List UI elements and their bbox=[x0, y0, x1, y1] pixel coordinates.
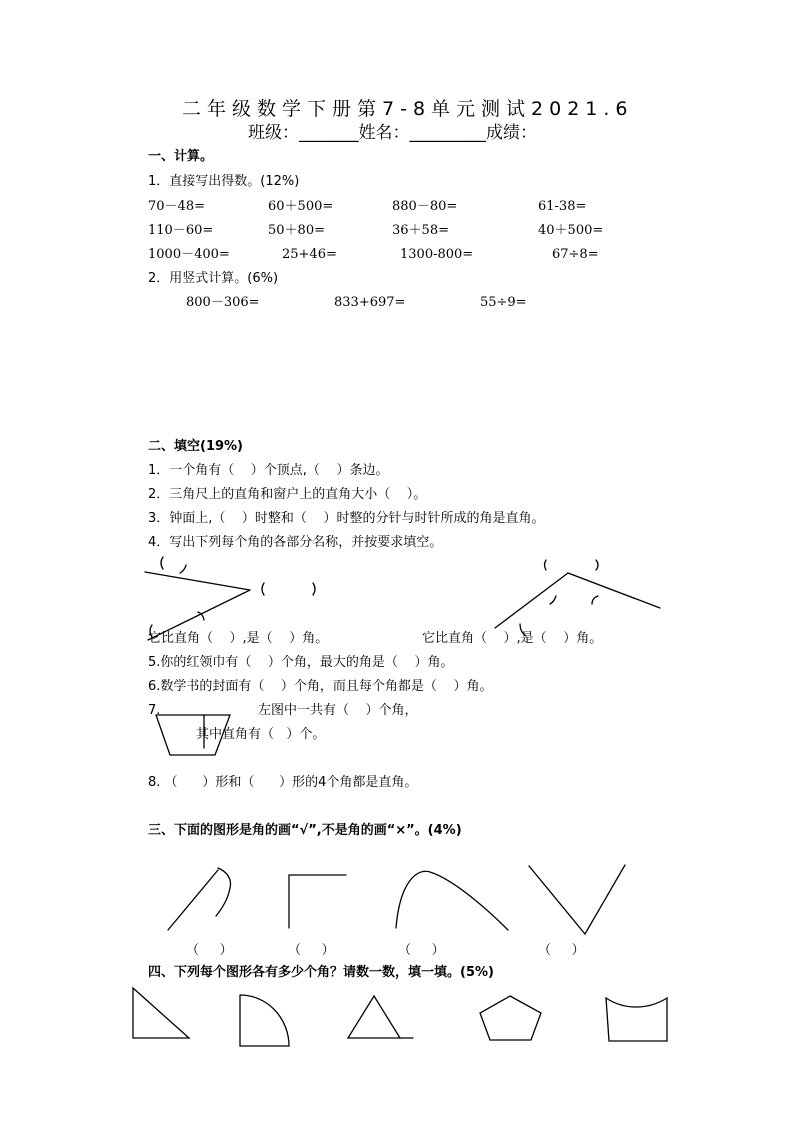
section1-q1-label: 1．直接写出得数。(12%) bbox=[148, 174, 300, 189]
obtuse-angle-figure bbox=[495, 560, 660, 636]
fill-question-8: 8. （ ）形和（ ）形的4个角都是直角。 bbox=[148, 775, 418, 790]
fill-question-5: 5.你的红领巾有（ ）个角，最大的角是（ ）角。 bbox=[148, 655, 454, 670]
calc-item: 60＋500= bbox=[268, 199, 334, 214]
vertical-calc-item: 55÷9= bbox=[480, 295, 527, 310]
calc-item: 70－48= bbox=[148, 199, 205, 214]
v-angle-figure bbox=[529, 865, 625, 934]
curve-and-line-figure bbox=[168, 868, 231, 930]
section1-q2-label: 2．用竖式计算。(6%) bbox=[148, 271, 279, 286]
right-angle-figure bbox=[289, 875, 346, 928]
section3-heading: 三、下面的图形是角的画“√”,不是角的画“×”。(4%) bbox=[148, 823, 462, 838]
answer-blank[interactable]: （ ） bbox=[288, 943, 335, 958]
answer-blank[interactable]: （ ） bbox=[398, 943, 445, 958]
section1-heading: 一、计算。 bbox=[148, 149, 214, 164]
fill-question-7-a: 左图中一共有（ ）个角， bbox=[258, 703, 418, 718]
fill-question-7-number: 7. bbox=[148, 703, 161, 718]
fill-question-4-right-answer: 它比直角（ ）,是（ ）角。 bbox=[422, 631, 603, 646]
fill-question-1: 1．一个角有（ ）个顶点,（ ）条边。 bbox=[148, 463, 389, 478]
bracket-mark bbox=[592, 596, 598, 604]
section2-heading: 二、填空(19%) bbox=[148, 439, 243, 454]
fill-question-6: 6.数学书的封面有（ ）个角，而且每个角都是（ ）角。 bbox=[148, 679, 493, 694]
quarter-circle-figure bbox=[240, 995, 289, 1046]
bracket-mark bbox=[161, 557, 163, 569]
answer-blank[interactable]: （ ） bbox=[538, 943, 585, 958]
bracket-mark bbox=[545, 560, 547, 570]
calc-item: 40＋500= bbox=[538, 223, 604, 238]
fill-question-2: 2．三角尺上的直角和窗户上的直角大小（ ）。 bbox=[148, 487, 427, 502]
calc-item: 50＋80= bbox=[268, 223, 325, 238]
vertical-calc-item: 833+697= bbox=[334, 295, 406, 310]
bracket-mark bbox=[596, 560, 598, 570]
vertical-calc-item: 800－306= bbox=[186, 295, 260, 310]
calc-item: 36＋58= bbox=[392, 223, 449, 238]
fill-question-4: 4．写出下列每个角的各部分名称，并按要求填空。 bbox=[148, 535, 443, 550]
fill-question-3: 3．钟面上,（ ）时整和（ ）时整的分针与时针所成的角是直角。 bbox=[148, 511, 545, 526]
curved-top-shape-figure bbox=[606, 998, 667, 1041]
bracket-mark bbox=[262, 583, 264, 595]
triangle-figure bbox=[348, 996, 413, 1038]
pentagon-figure bbox=[480, 996, 541, 1040]
student-info-line: 班级：_______姓名：_________成绩： bbox=[248, 123, 537, 143]
acute-angle-figure bbox=[145, 557, 315, 640]
bracket-mark bbox=[313, 583, 315, 595]
calc-item: 1300-800= bbox=[400, 247, 474, 262]
right-triangle-figure bbox=[133, 988, 189, 1038]
fill-question-7-b: 其中直角有（ ）个。 bbox=[196, 727, 326, 742]
page-title: 二年级数学下册第7-8单元测试2021.6 bbox=[182, 98, 634, 120]
calc-item: 25+46= bbox=[282, 247, 337, 262]
bracket-mark bbox=[550, 596, 556, 604]
calc-item: 110－60= bbox=[148, 223, 214, 238]
calc-item: 1000－400= bbox=[148, 247, 230, 262]
section4-heading: 四、下列每个图形各有多少个角？请数一数，填一填。(5%) bbox=[148, 965, 494, 980]
calc-item: 880－80= bbox=[392, 199, 458, 214]
calc-item: 67÷8= bbox=[552, 247, 599, 262]
answer-blank[interactable]: （ ） bbox=[186, 943, 233, 958]
fill-question-4-left-answer: 它比直角（ ）,是（ ）角。 bbox=[148, 631, 329, 646]
bracket-mark bbox=[180, 565, 186, 573]
calc-item: 61-38= bbox=[538, 199, 587, 214]
arc-figure bbox=[396, 871, 508, 930]
bracket-mark bbox=[198, 612, 204, 620]
